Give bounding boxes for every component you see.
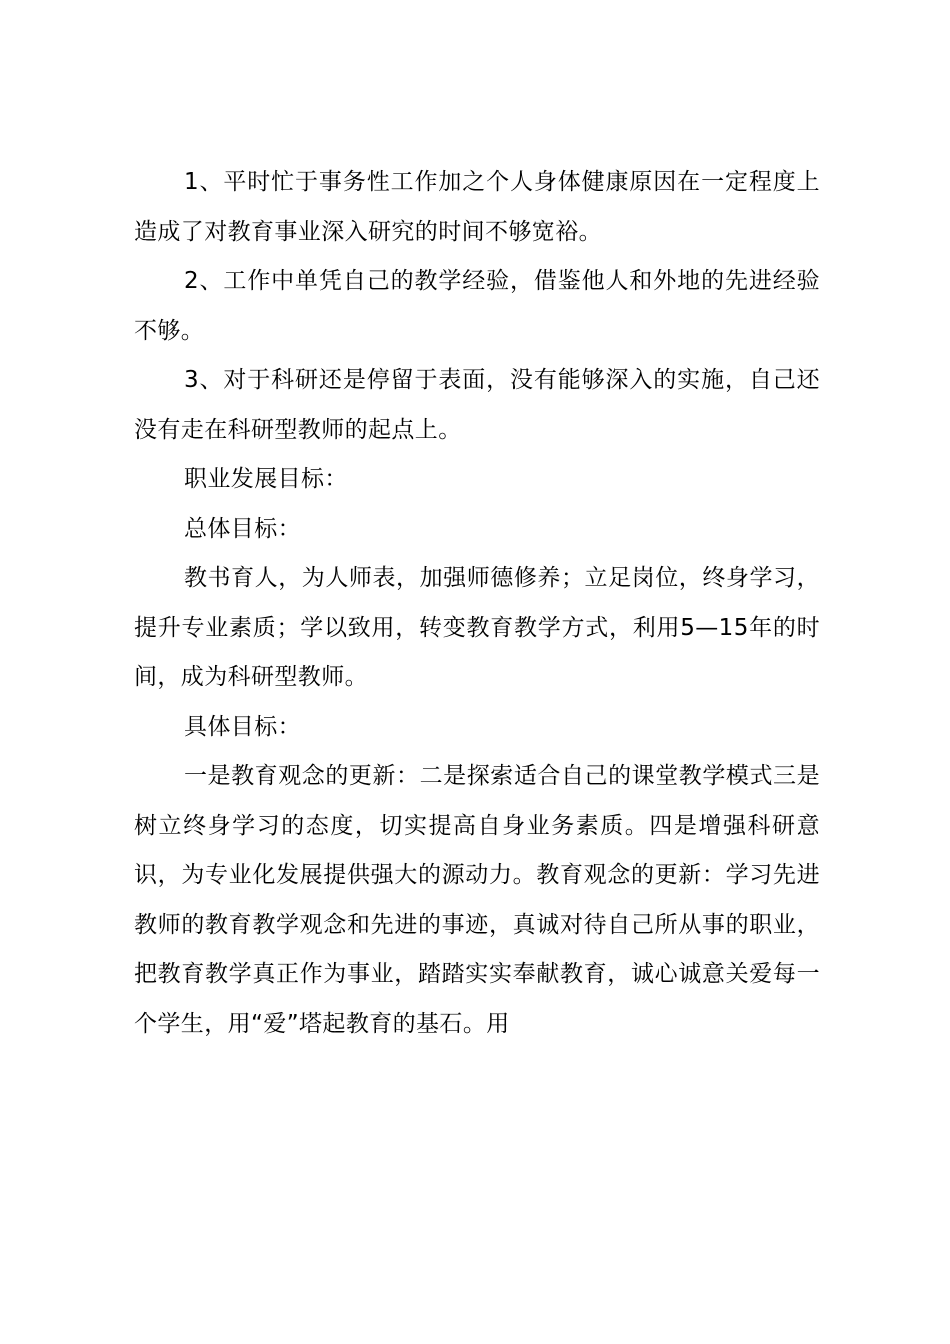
paragraph-problem-2: 2、工作中单凭自己的教学经验，借鉴他人和外地的先进经验不够。 — [134, 268, 820, 344]
document-body — [134, 158, 820, 1049]
paragraph-problem-3: 3、对于科研还是停留于表面，没有能够深入的实施，自己还没有走在科研型教师的起点上。 — [134, 367, 820, 443]
paragraph-specific-goals: 一是教育观念的更新：二是探索适合自己的课堂教学模式三是树立终身学习的态度，切实提高自身业务素质。四是增强科研意识，为专业化发展提供强大的源动力。教育观念的更新：学习先进教师的教育教学观念和先进的事迹，真诚对待自己所从事的职业，把教育教学真正作为事业，踏踏实实奉献教育，诚心诚意关爱每一个学生，用“爱”塔起教育的基石。用 — [134, 763, 820, 1037]
paragraph-overall-goal: 教书育人，为人师表，加强师德修养；立足岗位，终身学习，提升专业素质；学以致用，转变教育教学方式，利用5—15年的时间，成为科研型教师。 — [134, 565, 820, 690]
heading-specific-goals: 具体目标： — [184, 713, 301, 740]
heading-career-goals: 职业发展目标： — [184, 466, 348, 492]
paragraph-problem-1: 1、平时忙于事务性工作加之个人身体健康原因在一定程度上造成了对教育事业深入研究的时间不够宽裕。 — [134, 169, 820, 245]
heading-overall-goal: 总体目标： — [184, 515, 301, 542]
